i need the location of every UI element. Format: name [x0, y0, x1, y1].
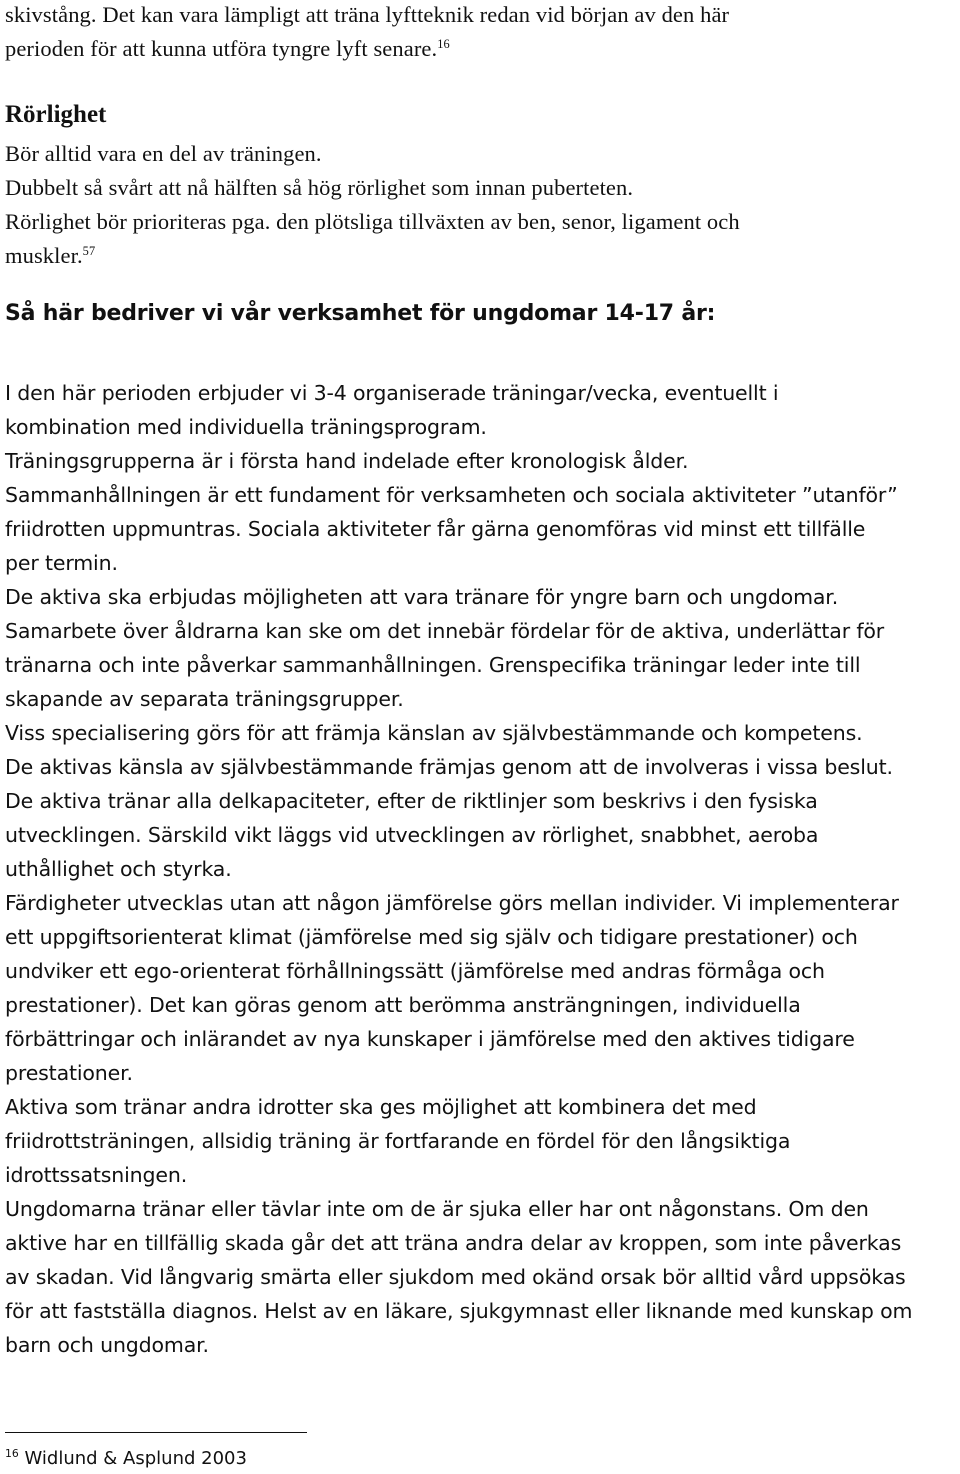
text-line: De aktiva tränar alla delkapaciteter, efter de riktlinjer som beskrivs i den fysiska	[5, 789, 818, 813]
text-line: tränarna och inte påverkar sammanhållningen. Grenspecifika träningar leder inte till	[5, 653, 861, 677]
text-line: förbättringar och inlärandet av nya kunskaper i jämförelse med den aktives tidigare	[5, 1027, 855, 1051]
text-line: uthållighet och styrka.	[5, 857, 232, 881]
text-line: muskler.$^{57}$	[5, 243, 96, 268]
footnote	[5, 1448, 247, 1469]
text-line: för att fastställa diagnos. Helst av en läkare, sjukgymnast eller liknande med kunskap om	[5, 1299, 913, 1323]
text-line: skapande av separata träningsgrupper.	[5, 687, 404, 711]
text-line: utvecklingen. Särskild vikt läggs vid utvecklingen av rörlighet, snabbhet, aeroba	[5, 823, 819, 847]
text-line: idrottssatsningen.	[5, 1163, 188, 1187]
text-line: I den här perioden erbjuder vi 3-4 organiserade träningar/vecka, eventuellt i	[5, 381, 779, 405]
text-line: perioden för att kunna utföra tyngre lyft senare.$^{16}$	[5, 36, 450, 61]
text-line: Aktiva som tränar andra idrotter ska ges möjlighet att kombinera det med	[5, 1095, 757, 1119]
text-line: Sammanhållningen är ett fundament för verksamheten och sociala aktiviteter ”utanför”	[5, 483, 898, 507]
text-line: Rörlighet bör prioriteras pga. den plötsliga tillväxten av ben, senor, ligament och	[5, 209, 740, 234]
text-line: Bör alltid vara en del av träningen.	[5, 141, 322, 166]
text-line: Färdigheter utvecklas utan att någon jämförelse görs mellan individer. Vi implementerar	[5, 891, 899, 915]
footnote-separator	[5, 1432, 307, 1433]
section-heading: Så här bedriver vi vår verksamhet för ungdomar 14-17 år:	[5, 301, 716, 326]
text-line: av skadan. Vid långvarig smärta eller sjukdom med okänd orsak bör alltid vård uppsökas	[5, 1265, 906, 1289]
footnote-reference: 16	[437, 36, 450, 51]
text-line: per termin.	[5, 551, 118, 575]
footnote-number: 16	[5, 1446, 19, 1460]
text-line: Träningsgrupperna är i första hand indelade efter kronologisk ålder.	[5, 449, 689, 473]
text-line: friidrottsträningen, allsidig träning är fortfarande en fördel för den långsiktiga	[5, 1129, 791, 1153]
text-line: skivstång. Det kan vara lämpligt att träna lyftteknik redan vid början av den här	[5, 2, 730, 27]
text-line: Samarbete över åldrarna kan ske om det innebär fördelar för de aktiva, underlättar för	[5, 619, 885, 643]
footnote-text: Widlund & Asplund 2003	[24, 1448, 247, 1469]
text-line: undviker ett ego-orienterat förhållningssätt (jämförelse med andras förmåga och	[5, 959, 825, 983]
text-line: friidrotten uppmuntras. Sociala aktiviteter får gärna genomföras vid minst ett tillfälle	[5, 517, 866, 541]
text-line: De aktivas känsla av självbestämmande främjas genom att de involveras i vissa beslut.	[5, 755, 893, 779]
text-line: prestationer.	[5, 1061, 133, 1085]
text-line: De aktiva ska erbjudas möjligheten att vara tränare för yngre barn och ungdomar.	[5, 585, 839, 609]
text-line: Dubbelt så svårt att nå hälften så hög rörlighet som innan puberteten.	[5, 175, 634, 200]
text-line: aktive har en tillfällig skada går det att träna andra delar av kroppen, som inte påverkas	[5, 1231, 902, 1255]
footnote-reference: 57	[82, 243, 96, 258]
text-line: prestationer). Det kan göras genom att berömma ansträngningen, individuella	[5, 993, 801, 1017]
text-line: Ungdomarna tränar eller tävlar inte om de är sjuka eller har ont någonstans. Om den	[5, 1197, 869, 1221]
heading-rorlighet: Rörlighet	[5, 101, 107, 128]
text-line: ett uppgiftsorienterat klimat (jämförelse med sig själv och tidigare prestationer) och	[5, 925, 858, 949]
text-line: kombination med individuella träningsprogram.	[5, 415, 487, 439]
text-line: Viss specialisering görs för att främja känslan av självbestämmande och kompetens.	[5, 721, 863, 745]
text-line: barn och ungdomar.	[5, 1333, 209, 1357]
